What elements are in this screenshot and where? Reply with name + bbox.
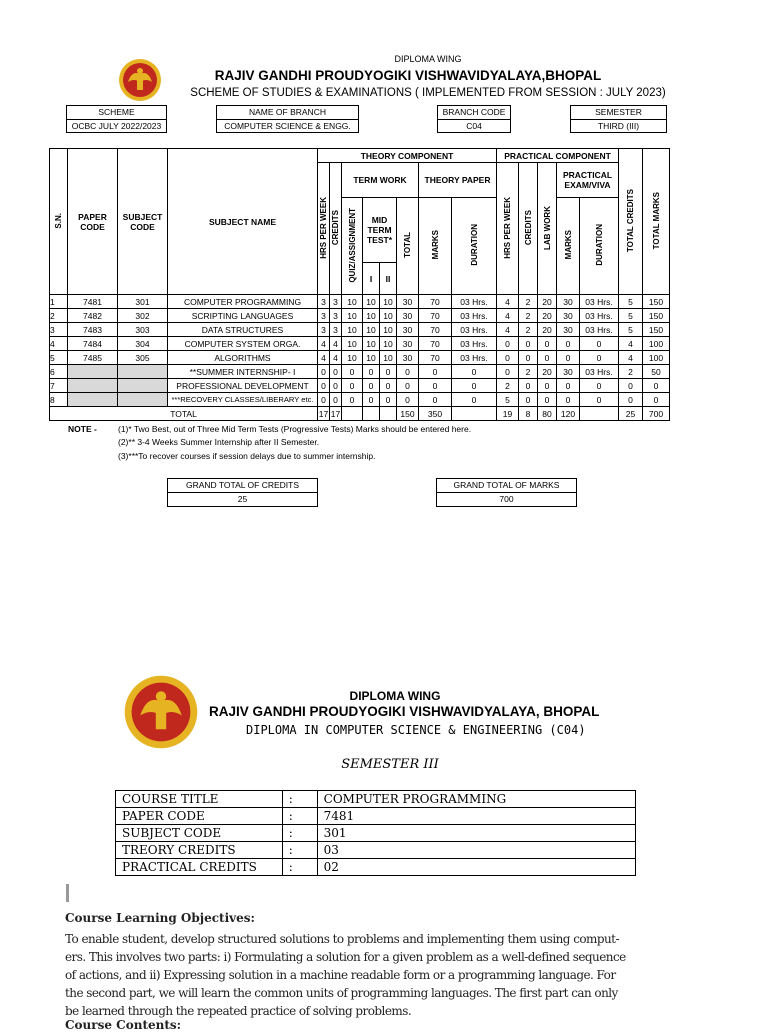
cell-sn: 1 <box>50 295 68 309</box>
cell-tot_marks: 150 <box>643 295 670 309</box>
course-value: COMPUTER PROGRAMMING <box>317 791 635 808</box>
cell-th_hrs: 3 <box>318 295 330 309</box>
cell-tp_dur: 03 Hrs. <box>452 337 497 351</box>
cell-tp_marks: 70 <box>419 309 452 323</box>
cell-m1: 10 <box>363 337 380 351</box>
course-row <box>116 859 636 876</box>
cell-tot_cr: 4 <box>619 351 643 365</box>
cell-lab: 20 <box>538 309 557 323</box>
course-sep: : <box>282 825 317 842</box>
cell-tot_marks: 0 <box>643 393 670 407</box>
header-theory-component: THEORY COMPONENT <box>318 149 497 163</box>
branch-name-value: COMPUTER SCIENCE & ENGG. <box>224 121 351 131</box>
header-practical-exam: PRACTICAL EXAM/VIVA <box>557 163 619 198</box>
header-practical-hrs: HRS PER WEEK <box>497 163 519 295</box>
grand-credits-box <box>167 478 318 507</box>
course-value: 03 <box>317 842 635 859</box>
cell-th_cr: 4 <box>330 351 342 365</box>
cell-pr_hrs: 4 <box>497 309 519 323</box>
cell-sn: 8 <box>50 393 68 407</box>
cursor-bar-icon <box>66 884 69 902</box>
grand-marks-box <box>436 478 577 507</box>
cell-tp_dur: 03 Hrs. <box>452 351 497 365</box>
cell-pe_dur: 0 <box>580 393 619 407</box>
cell-lab: 20 <box>538 365 557 379</box>
cell-name: COMPUTER SYSTEM ORGA. <box>168 337 318 351</box>
cell-paper: 7481 <box>68 295 118 309</box>
header-mid-ii: II <box>380 263 397 295</box>
diploma-wing-heading: DIPLOMA WING <box>394 54 462 64</box>
cell-m1: 10 <box>363 351 380 365</box>
table-row <box>50 337 670 351</box>
cell-tot_cr: 5 <box>619 295 643 309</box>
cell-tot_marks: 100 <box>643 337 670 351</box>
cell-quiz: 10 <box>342 323 363 337</box>
cell-lab: 20 <box>538 323 557 337</box>
objectives-line-3: of actions, and ii) Expressing solution in a machine readable form or a programming language. For <box>65 968 616 982</box>
cell-sn: 7 <box>50 379 68 393</box>
cell-tw_total: 0 <box>397 365 419 379</box>
course-value: 7481 <box>317 808 635 825</box>
header-paper-code: PAPER CODE <box>68 149 118 295</box>
cell-tot_marks: 150 <box>643 323 670 337</box>
branch-code-value: C04 <box>466 121 482 131</box>
header-tp-duration: DURATION <box>452 198 497 295</box>
branch-name-box <box>216 105 359 133</box>
cell-m2: 0 <box>380 379 397 393</box>
cell-tp_marks: 70 <box>419 351 452 365</box>
header-theory-hrs: HRS PER WEEK <box>318 163 330 295</box>
cell-pe_marks: 0 <box>557 393 580 407</box>
total-label: TOTAL <box>50 407 318 421</box>
cell-paper: 7485 <box>68 351 118 365</box>
header-tw-total: TOTAL <box>397 198 419 295</box>
course-row <box>116 808 636 825</box>
cell-quiz: 10 <box>342 295 363 309</box>
cell-pe_marks: 30 <box>557 295 580 309</box>
semester-label: SEMESTER <box>571 106 666 120</box>
cell-pe_dur: 03 Hrs. <box>580 309 619 323</box>
cell-pe_dur: 0 <box>580 351 619 365</box>
cell-quiz: 10 <box>342 351 363 365</box>
cell-pe_marks: 0 <box>557 337 580 351</box>
cell-tot_cr: 0 <box>619 379 643 393</box>
cell-subject: 303 <box>118 323 168 337</box>
cell-pe_dur: 0 <box>580 379 619 393</box>
header-quiz: QUIZ/ASSIGNMENT <box>342 198 363 295</box>
cell-sn: 2 <box>50 309 68 323</box>
cell-sn: 3 <box>50 323 68 337</box>
cell-tp_marks: 70 <box>419 337 452 351</box>
cell-m2: 10 <box>380 309 397 323</box>
cell-m1: 0 <box>363 365 380 379</box>
course-value: 02 <box>317 859 635 876</box>
cell-tp_marks: 0 <box>419 365 452 379</box>
header-total-credits: TOTAL CREDITS <box>619 149 643 295</box>
objectives-line-2: ers. This involves two parts: i) Formulating a solution for a given problem as a well-defined sequence <box>65 950 626 964</box>
cell-th_hrs: 0 <box>318 365 330 379</box>
cell-tp_marks: 0 <box>419 393 452 407</box>
cell-pr_hrs: 5 <box>497 393 519 407</box>
course-sep: : <box>282 842 317 859</box>
course-row <box>116 842 636 859</box>
cell-subject: 304 <box>118 337 168 351</box>
course-value: 301 <box>317 825 635 842</box>
cell-m1: 10 <box>363 295 380 309</box>
cell-th_hrs: 4 <box>318 337 330 351</box>
cell-paper: 7484 <box>68 337 118 351</box>
cell-subject: 301 <box>118 295 168 309</box>
cell-tp_dur: 0 <box>452 365 497 379</box>
cell-name: PROFESSIONAL DEVELOPMENT <box>168 379 318 393</box>
course-label: PAPER CODE <box>116 808 283 825</box>
cell-tw_total: 30 <box>397 295 419 309</box>
cell-tot_cr: 2 <box>619 365 643 379</box>
grand-credits-value: 25 <box>237 494 248 504</box>
cell-paper <box>68 365 118 379</box>
diploma-wing-heading-2: DIPLOMA WING <box>349 689 441 703</box>
next-heading: Course Contents: <box>65 1018 182 1032</box>
header-total-marks: TOTAL MARKS <box>643 149 670 295</box>
branch-code-box <box>437 105 511 133</box>
grand-marks-value: 700 <box>499 494 514 504</box>
header-theory-credits: CREDITS <box>330 163 342 295</box>
header-sn: S.N. <box>50 149 68 295</box>
cell-pe_marks: 30 <box>557 365 580 379</box>
cell-th_cr: 3 <box>330 309 342 323</box>
cell-tp_marks: 70 <box>419 323 452 337</box>
cell-sn: 4 <box>50 337 68 351</box>
cell-subject <box>118 365 168 379</box>
total-pr-hrs: 19 <box>497 407 519 421</box>
total-marks: 700 <box>643 407 670 421</box>
cell-th_hrs: 0 <box>318 393 330 407</box>
cell-th_hrs: 4 <box>318 351 330 365</box>
cell-m1: 10 <box>363 309 380 323</box>
cell-pe_dur: 03 Hrs. <box>580 365 619 379</box>
total-lab: 80 <box>538 407 557 421</box>
branch-name-label: NAME OF BRANCH <box>217 106 358 120</box>
table-row <box>50 393 670 407</box>
cell-pr_cr: 2 <box>519 365 538 379</box>
cell-tot_marks: 50 <box>643 365 670 379</box>
semester-value: THIRD (III) <box>597 121 640 131</box>
cell-th_hrs: 3 <box>318 323 330 337</box>
course-label: TREORY CREDITS <box>116 842 283 859</box>
cell-th_cr: 0 <box>330 379 342 393</box>
grand-credits-label: GRAND TOTAL OF CREDITS <box>168 479 317 493</box>
cell-tot_cr: 4 <box>619 337 643 351</box>
cell-subject <box>118 379 168 393</box>
cell-tp_dur: 03 Hrs. <box>452 309 497 323</box>
cell-pr_cr: 2 <box>519 323 538 337</box>
cell-pe_dur: 0 <box>580 337 619 351</box>
objectives-line-5: be learned through the repeated practice of solving problems. <box>65 1004 412 1018</box>
total-pe-marks: 120 <box>557 407 580 421</box>
cell-pr_cr: 0 <box>519 351 538 365</box>
header-practical-component: PRACTICAL COMPONENT <box>497 149 619 163</box>
cell-tot_marks: 100 <box>643 351 670 365</box>
cell-tot_cr: 5 <box>619 309 643 323</box>
cell-quiz: 0 <box>342 393 363 407</box>
header-lab-work: LAB WORK <box>538 163 557 295</box>
cell-name: SCRIPTING LANGUAGES <box>168 309 318 323</box>
header-tp-marks: MARKS <box>419 198 452 295</box>
cell-th_hrs: 0 <box>318 379 330 393</box>
university-title: RAJIV GANDHI PROUDYOGIKI VISHWAVIDYALAYA,BHOPAL <box>214 68 602 83</box>
total-tp-marks: 350 <box>419 407 452 421</box>
scheme-box <box>66 105 167 133</box>
cell-m1: 0 <box>363 379 380 393</box>
cell-pr_hrs: 0 <box>497 365 519 379</box>
course-sep: : <box>282 808 317 825</box>
course-row <box>116 791 636 808</box>
university-seal-logo <box>118 58 162 102</box>
cell-quiz: 0 <box>342 379 363 393</box>
scheme-title: SCHEME OF STUDIES & EXAMINATIONS ( IMPLEMENTED FROM SESSION : JULY 2023) <box>190 87 666 99</box>
table-row <box>50 309 670 323</box>
cell-subject: 302 <box>118 309 168 323</box>
scheme-table <box>49 148 670 421</box>
cell-tp_dur: 03 Hrs. <box>452 295 497 309</box>
cell-pe_marks: 0 <box>557 351 580 365</box>
cell-sn: 5 <box>50 351 68 365</box>
cell-th_cr: 3 <box>330 323 342 337</box>
cell-th_hrs: 3 <box>318 309 330 323</box>
total-pr-cr: 8 <box>519 407 538 421</box>
scheme-value: OCBC JULY 2022/2023 <box>71 121 162 131</box>
cell-pr_hrs: 0 <box>497 351 519 365</box>
objectives-line-1: To enable student, develop structured solutions to problems and implementing them using comput- <box>65 932 619 946</box>
cell-pr_hrs: 4 <box>497 323 519 337</box>
cell-th_cr: 0 <box>330 365 342 379</box>
total-credits: 25 <box>619 407 643 421</box>
cell-lab: 20 <box>538 295 557 309</box>
objectives-text <box>65 930 725 1020</box>
cell-pr_cr: 2 <box>519 309 538 323</box>
cell-quiz: 0 <box>342 365 363 379</box>
cell-sn: 6 <box>50 365 68 379</box>
cell-m1: 0 <box>363 393 380 407</box>
course-label: COURSE TITLE <box>116 791 283 808</box>
header-mid-i: I <box>363 263 380 295</box>
cell-tw_total: 30 <box>397 309 419 323</box>
grand-marks-label: GRAND TOTAL OF MARKS <box>437 479 576 493</box>
cell-pe_marks: 0 <box>557 379 580 393</box>
total-th-cr: 17 <box>330 408 341 419</box>
cell-pr_cr: 0 <box>519 379 538 393</box>
total-tw: 150 <box>397 407 419 421</box>
header-pe-duration: DURATION <box>580 198 619 295</box>
semester-heading: SEMESTER III <box>341 757 439 772</box>
cell-subject: 305 <box>118 351 168 365</box>
cell-pr_hrs: 4 <box>497 295 519 309</box>
university-title-2: RAJIV GANDHI PROUDYOGIKI VISHWAVIDYALAYA, BHOPAL <box>209 704 600 719</box>
cell-pr_cr: 0 <box>519 337 538 351</box>
cell-quiz: 10 <box>342 337 363 351</box>
cell-m1: 10 <box>363 323 380 337</box>
cell-m2: 10 <box>380 337 397 351</box>
note-3: (3)***To recover courses if session delays due to summer internship. <box>118 451 376 461</box>
cell-tot_marks: 0 <box>643 379 670 393</box>
cell-tot_marks: 150 <box>643 309 670 323</box>
cell-paper: 7482 <box>68 309 118 323</box>
cell-pe_marks: 30 <box>557 323 580 337</box>
cell-tp_marks: 70 <box>419 295 452 309</box>
cell-tp_dur: 0 <box>452 393 497 407</box>
cell-tp_dur: 0 <box>452 379 497 393</box>
cell-pr_hrs: 2 <box>497 379 519 393</box>
objectives-title: Course Learning Objectives: <box>65 911 255 925</box>
cell-lab: 0 <box>538 379 557 393</box>
total-row <box>50 407 670 421</box>
cell-tp_marks: 0 <box>419 379 452 393</box>
total-th-hrs: 17 <box>318 408 329 419</box>
university-seal-logo-2 <box>123 674 199 750</box>
cell-name: ALGORITHMS <box>168 351 318 365</box>
cell-tot_cr: 0 <box>619 393 643 407</box>
cell-pe_dur: 03 Hrs. <box>580 295 619 309</box>
table-row <box>50 365 670 379</box>
course-label: PRACTICAL CREDITS <box>116 859 283 876</box>
cell-paper <box>68 379 118 393</box>
course-row <box>116 825 636 842</box>
cell-m2: 10 <box>380 295 397 309</box>
cell-tw_total: 30 <box>397 323 419 337</box>
cell-m2: 0 <box>380 393 397 407</box>
cell-name: COMPUTER PROGRAMMING <box>168 295 318 309</box>
header-theory-paper: THEORY PAPER <box>419 163 497 198</box>
cell-pe_dur: 03 Hrs. <box>580 323 619 337</box>
header-subject-name: SUBJECT NAME <box>168 149 318 295</box>
program-title: DIPLOMA IN COMPUTER SCIENCE & ENGINEERING (C04) <box>246 723 586 737</box>
cell-m2: 10 <box>380 351 397 365</box>
cell-paper <box>68 393 118 407</box>
course-label: SUBJECT CODE <box>116 825 283 842</box>
cell-name: **SUMMER INTERNSHIP- I <box>168 365 318 379</box>
note-2: (2)** 3-4 Weeks Summer Internship after II Semester. <box>118 437 320 447</box>
cell-m2: 10 <box>380 323 397 337</box>
note-1: (1)* Two Best, out of Three Mid Term Tests (Progressive Tests) Marks should be entered here. <box>118 424 472 434</box>
cell-tot_cr: 5 <box>619 323 643 337</box>
header-pe-marks: MARKS <box>557 198 580 295</box>
table-row <box>50 351 670 365</box>
cell-lab: 0 <box>538 351 557 365</box>
branch-code-label: BRANCH CODE <box>438 106 510 120</box>
cell-pr_hrs: 0 <box>497 337 519 351</box>
objectives-line-4: the second part, we will learn the common units of programming languages. The first part can only <box>65 986 618 1000</box>
course-sep: : <box>282 791 317 808</box>
table-row <box>50 323 670 337</box>
cell-th_cr: 4 <box>330 337 342 351</box>
cell-th_cr: 3 <box>330 295 342 309</box>
cell-tw_total: 30 <box>397 351 419 365</box>
cell-tw_total: 0 <box>397 393 419 407</box>
table-row <box>50 295 670 309</box>
cell-th_cr: 0 <box>330 393 342 407</box>
header-practical-credits: CREDITS <box>519 163 538 295</box>
header-mid-term: MID TERM TEST* <box>363 198 397 263</box>
cell-paper: 7483 <box>68 323 118 337</box>
course-sep: : <box>282 859 317 876</box>
cell-pe_marks: 30 <box>557 309 580 323</box>
cell-name: DATA STRUCTURES <box>168 323 318 337</box>
cell-lab: 0 <box>538 393 557 407</box>
cell-pr_cr: 0 <box>519 393 538 407</box>
scheme-label: SCHEME <box>67 106 166 120</box>
cell-tw_total: 0 <box>397 379 419 393</box>
cell-name: ***RECOVERY CLASSES/LIBERARY etc. <box>168 393 318 407</box>
course-info-table <box>115 790 636 876</box>
semester-box <box>570 105 667 133</box>
cell-tw_total: 30 <box>397 337 419 351</box>
cell-m2: 0 <box>380 365 397 379</box>
cell-tp_dur: 03 Hrs. <box>452 323 497 337</box>
note-label: NOTE - <box>68 424 97 434</box>
cell-quiz: 10 <box>342 309 363 323</box>
cell-pr_cr: 2 <box>519 295 538 309</box>
header-subject-code: SUBJECT CODE <box>118 149 168 295</box>
cell-lab: 0 <box>538 337 557 351</box>
header-term-work: TERM WORK <box>342 163 419 198</box>
cell-subject <box>118 393 168 407</box>
table-row <box>50 379 670 393</box>
